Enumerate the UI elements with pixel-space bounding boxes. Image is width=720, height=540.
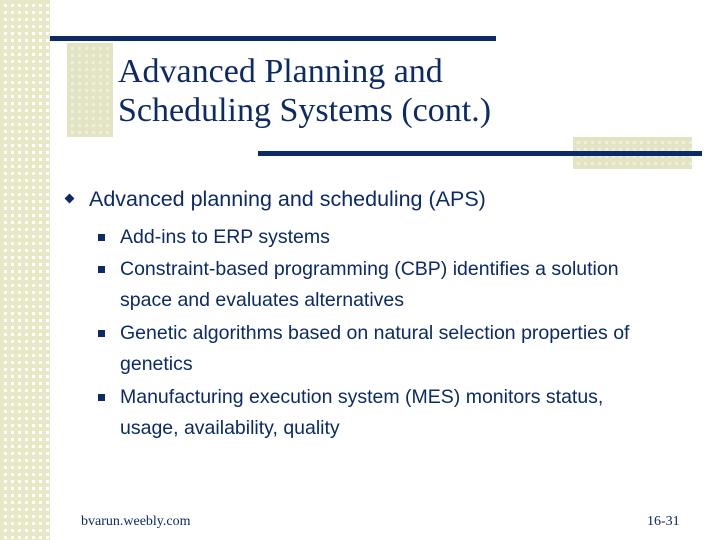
main-bullet-text: Advanced planning and scheduling (APS) [89,187,486,211]
diamond-bullet-icon [65,194,75,204]
slide-title-line-1: Advanced Planning and [118,53,443,90]
square-bullet-icon [98,234,105,241]
slide-title [118,52,588,130]
slide-number: 16-31 [647,514,680,529]
title-decor-block [67,43,113,137]
square-bullet-icon [98,394,105,401]
checkered-side-strip [0,0,50,540]
sub-bullet-text: Constraint-based programming (CBP) identifies a solution space and evaluates alternatives [120,258,619,311]
square-bullet-icon [98,266,105,273]
title-bottom-rule [258,151,702,156]
title-top-rule [50,36,496,41]
sub-bullet-text: Genetic algorithms based on natural selection properties of genetics [120,322,630,375]
slide-title-line-2: Scheduling Systems (cont.) [118,92,492,129]
square-bullet-icon [98,330,105,337]
footer-source: bvarun.weebly.com [81,514,191,529]
sub-bullet-text: Add-ins to ERP systems [120,226,330,248]
sub-bullet-text: Manufacturing execution system (MES) monitors status, usage, availability, quality [120,386,604,439]
